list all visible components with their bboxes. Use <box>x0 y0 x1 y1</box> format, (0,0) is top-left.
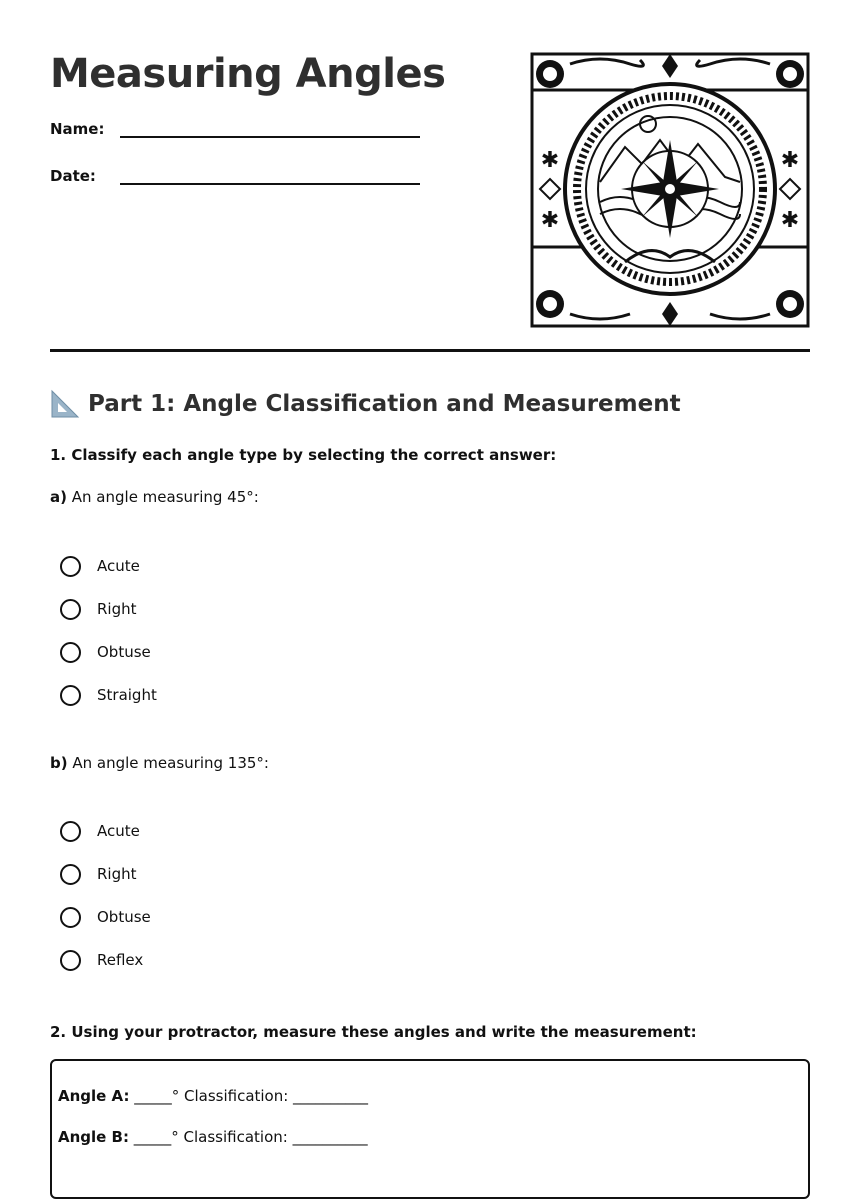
svg-text:✱: ✱ <box>540 148 560 173</box>
angle-b-row[interactable] <box>58 1127 368 1147</box>
header-divider <box>50 349 810 352</box>
option-label: Acute <box>97 822 140 840</box>
option-1b-acute[interactable] <box>60 819 140 843</box>
option-label: Obtuse <box>97 643 151 661</box>
svg-text:✱: ✱ <box>780 148 800 173</box>
part1-heading <box>50 388 681 420</box>
question-1a-text: An angle measuring 45°: <box>71 488 259 506</box>
date-blank-line[interactable] <box>120 167 420 185</box>
svg-text:✱: ✱ <box>780 208 800 233</box>
question-1b <box>50 753 269 773</box>
option-label: Right <box>97 600 137 618</box>
radio-button[interactable] <box>60 950 81 971</box>
angle-b-label: Angle B: <box>58 1128 129 1146</box>
option-1a-obtuse[interactable] <box>60 640 151 664</box>
option-label: Obtuse <box>97 908 151 926</box>
question-1b-text: An angle measuring 135°: <box>72 754 269 772</box>
date-field <box>50 167 420 185</box>
name-field <box>50 120 420 138</box>
radio-button[interactable] <box>60 642 81 663</box>
option-label: Right <box>97 865 137 883</box>
set-square-icon <box>50 389 80 419</box>
radio-button[interactable] <box>60 556 81 577</box>
option-1a-straight[interactable] <box>60 683 157 707</box>
part1-title: Part 1: Angle Classification and Measurement <box>88 391 681 417</box>
option-1a-acute[interactable] <box>60 554 140 578</box>
angle-answer-box <box>50 1059 810 1199</box>
option-1b-obtuse[interactable] <box>60 905 151 929</box>
radio-button[interactable] <box>60 864 81 885</box>
radio-button[interactable] <box>60 685 81 706</box>
option-1b-reflex[interactable] <box>60 948 143 972</box>
radio-button[interactable] <box>60 821 81 842</box>
option-label: Straight <box>97 686 157 704</box>
svg-text:✱: ✱ <box>540 208 560 233</box>
compass-emblem-icon <box>530 52 810 328</box>
angle-a-row[interactable] <box>58 1086 368 1106</box>
date-label: Date: <box>50 167 96 185</box>
question-1a-prefix: a) <box>50 488 67 506</box>
question-1a <box>50 487 259 507</box>
name-blank-line[interactable] <box>120 120 420 138</box>
name-label: Name: <box>50 120 105 138</box>
option-1b-right[interactable] <box>60 862 137 886</box>
option-label: Acute <box>97 557 140 575</box>
question-2-text: 2. Using your protractor, measure these angles and write the measurement: <box>50 1023 697 1041</box>
option-1a-right[interactable] <box>60 597 137 621</box>
angle-a-blanks[interactable]: _____° Classification: __________ <box>129 1087 369 1105</box>
question-1b-prefix: b) <box>50 754 68 772</box>
option-label: Reflex <box>97 951 144 969</box>
angle-b-blanks[interactable]: _____° Classification: __________ <box>129 1128 368 1146</box>
radio-button[interactable] <box>60 599 81 620</box>
angle-a-label: Angle A: <box>58 1087 130 1105</box>
question-1-text: 1. Classify each angle type by selecting the correct answer: <box>50 446 557 464</box>
radio-button[interactable] <box>60 907 81 928</box>
worksheet-title: Measuring Angles <box>50 51 446 97</box>
